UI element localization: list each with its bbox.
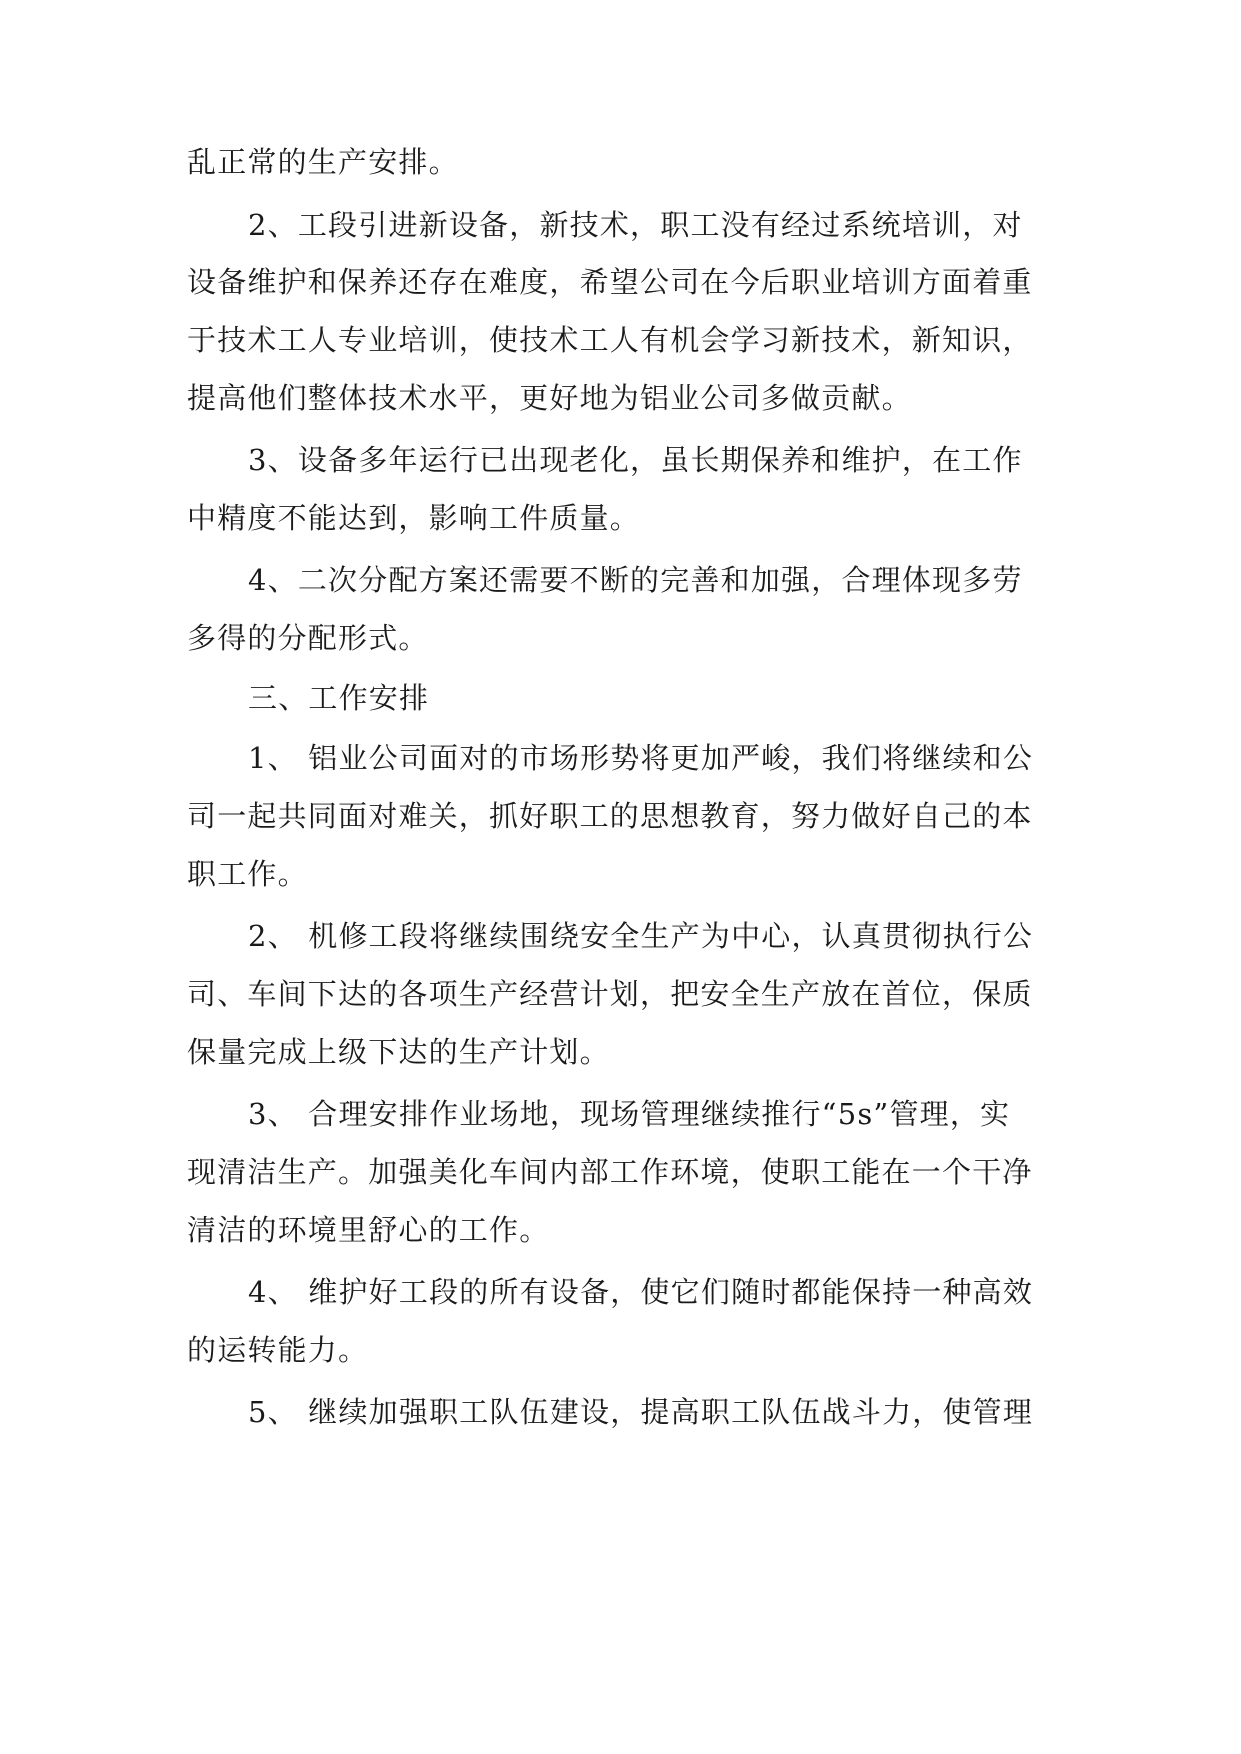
section-heading: 三、工作安排	[248, 681, 430, 715]
text-line: 3、 合理安排作业场地，现场管理继续推行“5s”管理，实	[248, 1097, 1011, 1131]
text-line: 提高他们整体技术水平，更好地为铝业公司多做贡献。	[187, 381, 912, 415]
text-line: 设备维护和保养还存在难度，希望公司在今后职业培训方面着重	[187, 265, 1033, 299]
text-line: 现清洁生产。加强美化车间内部工作环境，使职工能在一个干净	[187, 1155, 1033, 1189]
text-line: 2、工段引进新设备，新技术，职工没有经过系统培训，对	[248, 208, 1023, 242]
text-line: 2、 机修工段将继续围绕安全生产为中心，认真贯彻执行公	[248, 919, 1034, 953]
text-line: 于技术工人专业培训，使技术工人有机会学习新技术，新知识，	[187, 323, 1033, 357]
text-line: 的运转能力。	[187, 1333, 369, 1367]
text-line: 5、 继续加强职工队伍建设，提高职工队伍战斗力，使管理	[248, 1395, 1034, 1429]
text-line: 4、 维护好工段的所有设备，使它们随时都能保持一种高效	[248, 1275, 1034, 1309]
text-line: 3、设备多年运行已出现老化，虽长期保养和维护，在工作	[248, 443, 1023, 477]
text-line: 司一起共同面对难关，抓好职工的思想教育，努力做好自己的本	[187, 799, 1033, 833]
text-line: 清洁的环境里舒心的工作。	[187, 1213, 550, 1247]
text-line: 中精度不能达到，影响工件质量。	[187, 501, 641, 535]
text-line: 保量完成上级下达的生产计划。	[187, 1035, 610, 1069]
text-line: 司、车间下达的各项生产经营计划，把安全生产放在首位，保质	[187, 977, 1033, 1011]
text-line: 多得的分配形式。	[187, 621, 429, 655]
text-line: 1、 铝业公司面对的市场形势将更加严峻，我们将继续和公	[248, 741, 1034, 775]
text-line: 职工作。	[187, 857, 308, 891]
text-line: 4、二次分配方案还需要不断的完善和加强，合理体现多劳	[248, 563, 1023, 597]
text-line: 乱正常的生产安排。	[187, 145, 459, 179]
